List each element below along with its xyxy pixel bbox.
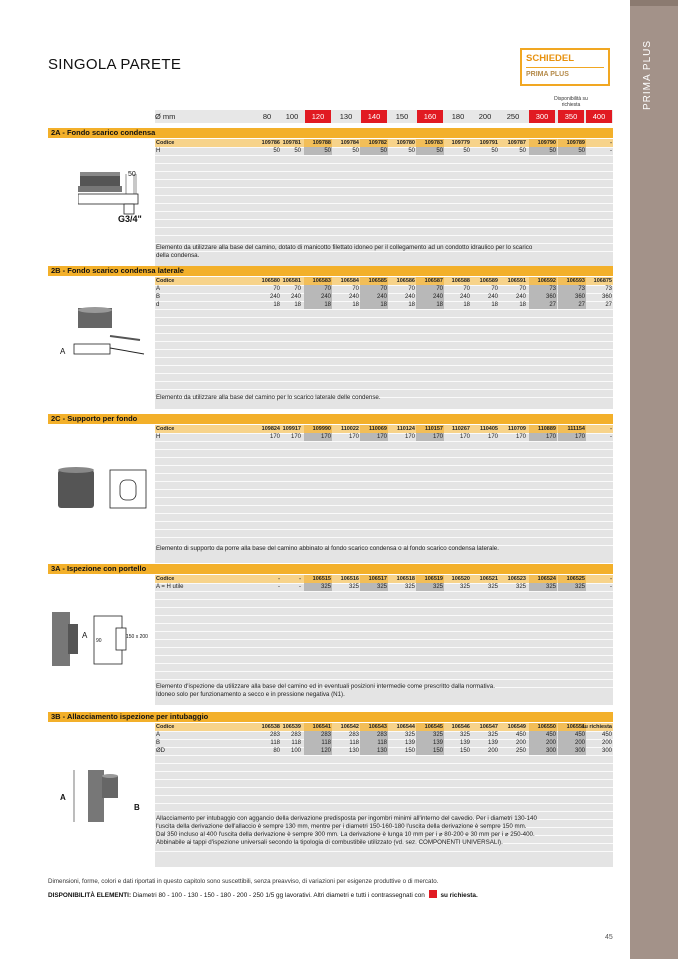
table-cell: 325 bbox=[416, 731, 444, 739]
table-cell: 106521 bbox=[479, 576, 498, 582]
table-cell: 139 bbox=[487, 740, 498, 746]
section-description: Elemento da utilizzare alla base del camino, dotato di manicotto filettato idoneo per il collegamento ad un condotto idraulico per lo scarico bbox=[156, 244, 533, 251]
table-cell: 106544 bbox=[396, 724, 415, 730]
table-cell: 170 bbox=[459, 434, 470, 440]
table-cell: 118 bbox=[270, 740, 280, 746]
table-cell: 109788 bbox=[304, 139, 332, 147]
table-cell: 170 bbox=[269, 434, 280, 440]
table-cell: 240 bbox=[290, 294, 301, 300]
table-cell: 106593 bbox=[558, 277, 586, 285]
codice-row bbox=[155, 277, 613, 285]
table-cell: 18 bbox=[416, 301, 444, 309]
table-cell: 109917 bbox=[282, 426, 301, 432]
table-cell: 110405 bbox=[479, 426, 498, 432]
table-cell: 106524 bbox=[529, 575, 557, 583]
table-cell: 106584 bbox=[340, 278, 359, 284]
table-cell: 50 bbox=[558, 147, 586, 155]
table-row bbox=[155, 747, 613, 755]
illus-label-b: B bbox=[134, 803, 140, 812]
table-cell: 110022 bbox=[340, 426, 359, 432]
table-cell: 27 bbox=[558, 301, 586, 309]
table-cell: 139 bbox=[416, 739, 444, 747]
table-cell: 240 bbox=[416, 293, 444, 301]
table-cell: 73 bbox=[558, 285, 586, 293]
brand-name: SCHIEDEL bbox=[526, 53, 575, 64]
table-cell: - bbox=[610, 148, 612, 154]
table-cell: 109990 bbox=[304, 425, 332, 433]
table-cell: 250 bbox=[515, 748, 526, 754]
diameter-header bbox=[155, 110, 613, 123]
table-cell: 106583 bbox=[304, 277, 332, 285]
section-description: Elemento d'ispezione da utilizzare alla base del camino ed in eventuali posizioni intermedie come prescritto dalla normativa. bbox=[156, 683, 495, 690]
table-cell: 300 bbox=[601, 748, 612, 754]
table-cell: 18 bbox=[352, 302, 359, 308]
table-cell: 130 bbox=[360, 747, 388, 755]
diameter-80: 80 bbox=[262, 112, 272, 121]
diameter-180: 180 bbox=[451, 112, 465, 121]
section-title: 2A - Fondo scarico condensa bbox=[48, 128, 613, 138]
table-cell: 450 bbox=[558, 731, 586, 739]
table-cell: 27 bbox=[605, 302, 612, 308]
table-cell: 106515 bbox=[304, 575, 332, 583]
diameter-300: 300 bbox=[529, 110, 555, 123]
table-cell: 109789 bbox=[558, 139, 586, 147]
side-label: PRIMA PLUS bbox=[642, 39, 653, 110]
table-cell: 18 bbox=[294, 302, 301, 308]
codice-row bbox=[155, 723, 613, 731]
table-cell: 106519 bbox=[416, 575, 444, 583]
table-cell: 50 bbox=[360, 147, 388, 155]
illus-label-150x200: 150 x 200 bbox=[126, 634, 148, 640]
table-cell: 240 bbox=[348, 294, 359, 300]
row-label: A bbox=[156, 286, 161, 292]
diameter-100: 100 bbox=[285, 112, 299, 121]
table-cell: 110709 bbox=[507, 426, 526, 432]
table-cell: 325 bbox=[404, 584, 415, 590]
table-cell: 200 bbox=[487, 748, 498, 754]
table-cell: - bbox=[610, 584, 612, 590]
table-cell: 170 bbox=[304, 433, 332, 441]
table-cell: 109824 bbox=[261, 426, 280, 432]
row-label: H bbox=[156, 434, 161, 440]
availability-note: Disponibilità su richiesta bbox=[554, 96, 588, 108]
row-label: H bbox=[156, 148, 161, 154]
table-cell: - bbox=[278, 584, 280, 590]
table-cell: 70 bbox=[360, 285, 388, 293]
table-cell: 70 bbox=[463, 286, 470, 292]
table-cell: 106580 bbox=[261, 278, 280, 284]
diameter-160: 160 bbox=[417, 110, 443, 123]
diameter-250: 250 bbox=[506, 112, 520, 121]
section-description: Abbinabile ai tappi d'ispezione universali secondo la tipologia di combustibile utilizzato (vd. sez. COMPONENTI UNIVERSALI). bbox=[156, 839, 503, 846]
table-cell: 325 bbox=[360, 583, 388, 591]
diameter-200: 200 bbox=[478, 112, 492, 121]
table-cell: - bbox=[610, 140, 612, 146]
table-cell: 100 bbox=[290, 748, 301, 754]
illus-label-thread: G3/4" bbox=[118, 214, 142, 224]
spec-table bbox=[155, 425, 613, 563]
table-cell: 200 bbox=[515, 740, 526, 746]
table-cell: 70 bbox=[408, 286, 415, 292]
section-description: Dal 350 incluso al 400 l'uscita della derivazione è sempre 300 mm. La derivazione è lunga 10 mm per i ⌀ 80-200 e 30 mm per i ⌀ 250-400. bbox=[156, 831, 535, 838]
support-base-illustration bbox=[54, 464, 154, 514]
table-cell: 106586 bbox=[396, 278, 415, 284]
table-cell: 18 bbox=[408, 302, 415, 308]
table-cell: 139 bbox=[459, 740, 470, 746]
table-cell: 106551 bbox=[558, 723, 586, 731]
table-cell: 110124 bbox=[396, 426, 415, 432]
table-cell: su richiesta bbox=[581, 724, 612, 730]
table-cell: 325 bbox=[459, 732, 470, 738]
row-label: A = H utile bbox=[156, 584, 184, 590]
table-cell: 106520 bbox=[451, 576, 470, 582]
row-label: Codice bbox=[156, 576, 175, 582]
table-row bbox=[155, 301, 613, 309]
codice-row bbox=[155, 425, 613, 433]
table-cell: 70 bbox=[519, 286, 526, 292]
table-cell: 170 bbox=[404, 434, 415, 440]
row-label: A bbox=[156, 732, 161, 738]
diameter-400: 400 bbox=[586, 110, 612, 123]
table-cell: 300 bbox=[558, 747, 586, 755]
table-cell: 240 bbox=[269, 294, 280, 300]
table-cell: 300 bbox=[529, 747, 557, 755]
table-cell: 118 bbox=[349, 740, 359, 746]
table-cell: 110889 bbox=[529, 425, 557, 433]
row-label: Codice bbox=[156, 278, 175, 284]
table-cell: - bbox=[610, 426, 612, 432]
table-cell: 325 bbox=[487, 732, 498, 738]
footer-availability bbox=[48, 890, 478, 899]
diameter-120: 120 bbox=[305, 110, 331, 123]
table-cell: 106538 bbox=[261, 724, 280, 730]
table-cell: 50 bbox=[352, 148, 359, 154]
table-cell: 200 bbox=[601, 740, 612, 746]
table-row bbox=[155, 583, 613, 591]
table-cell: 283 bbox=[290, 732, 301, 738]
table-cell: 106585 bbox=[360, 277, 388, 285]
illus-label-a: A bbox=[60, 347, 66, 356]
condensate-drain-illustration bbox=[78, 166, 158, 236]
table-cell: 240 bbox=[487, 294, 498, 300]
table-cell: 106525 bbox=[558, 575, 586, 583]
table-cell: 360 bbox=[529, 293, 557, 301]
row-label: ØD bbox=[156, 748, 165, 754]
table-cell: 170 bbox=[529, 433, 557, 441]
table-row bbox=[155, 433, 613, 441]
table-cell: 106545 bbox=[416, 723, 444, 731]
table-cell: 106591 bbox=[507, 278, 526, 284]
spec-table bbox=[155, 277, 613, 409]
table-cell: 109787 bbox=[507, 140, 526, 146]
table-cell: 106541 bbox=[304, 723, 332, 731]
table-cell: 106516 bbox=[340, 576, 359, 582]
section-title: 3B - Allacciamento ispezione per intubaggio bbox=[48, 712, 613, 722]
table-cell: 325 bbox=[529, 583, 557, 591]
table-cell: 109791 bbox=[479, 140, 498, 146]
table-cell: 70 bbox=[273, 286, 280, 292]
table-cell: 106543 bbox=[360, 723, 388, 731]
table-cell: 106547 bbox=[479, 724, 498, 730]
table-cell: 70 bbox=[304, 285, 332, 293]
table-cell: 27 bbox=[529, 301, 557, 309]
table-cell: 240 bbox=[459, 294, 470, 300]
table-cell: 170 bbox=[348, 434, 359, 440]
brand-divider bbox=[526, 67, 604, 68]
table-cell: 283 bbox=[269, 732, 280, 738]
table-row bbox=[155, 285, 613, 293]
table-cell: 18 bbox=[273, 302, 280, 308]
diameter-150: 150 bbox=[395, 112, 409, 121]
availability-suffix: su richiesta. bbox=[440, 892, 478, 899]
table-cell: 240 bbox=[304, 293, 332, 301]
table-cell: 18 bbox=[463, 302, 470, 308]
table-cell: 18 bbox=[519, 302, 526, 308]
row-label: B bbox=[156, 740, 161, 746]
table-cell: 170 bbox=[558, 433, 586, 441]
diameter-140: 140 bbox=[361, 110, 387, 123]
table-cell: 18 bbox=[304, 301, 332, 309]
red-marker-icon bbox=[429, 890, 437, 898]
illus-label-height: 50 bbox=[128, 171, 136, 178]
table-row bbox=[155, 731, 613, 739]
table-cell: 109783 bbox=[416, 139, 444, 147]
row-label: B bbox=[156, 294, 161, 300]
table-row bbox=[155, 147, 613, 155]
table-cell: 240 bbox=[515, 294, 526, 300]
section-title: 2C - Supporto per fondo bbox=[48, 414, 613, 424]
table-cell: 50 bbox=[408, 148, 415, 154]
diameter-130: 130 bbox=[339, 112, 353, 121]
table-cell: 50 bbox=[463, 148, 470, 154]
table-cell: 70 bbox=[352, 286, 359, 292]
page-number: 45 bbox=[605, 934, 613, 941]
table-cell: 325 bbox=[304, 583, 332, 591]
table-cell: 325 bbox=[558, 583, 586, 591]
table-cell: 70 bbox=[416, 285, 444, 293]
table-cell: 106523 bbox=[507, 576, 526, 582]
table-cell: 106550 bbox=[529, 723, 557, 731]
table-cell: 106549 bbox=[507, 724, 526, 730]
table-cell: 139 bbox=[404, 740, 415, 746]
table-cell: 106588 bbox=[451, 278, 470, 284]
table-cell: 110267 bbox=[451, 426, 470, 432]
diameter-350: 350 bbox=[558, 110, 584, 123]
table-cell: - bbox=[299, 576, 301, 582]
table-cell: 50 bbox=[304, 147, 332, 155]
availability-label: DISPONIBILITÀ ELEMENTI: bbox=[48, 892, 132, 899]
codice-row bbox=[155, 139, 613, 147]
section-description: Elemento da utilizzare alla base del camino per lo scarico laterale delle condense. bbox=[156, 394, 381, 401]
table-cell: 106518 bbox=[396, 576, 415, 582]
intubation-connection-illustration bbox=[58, 766, 148, 826]
table-cell: 325 bbox=[515, 584, 526, 590]
page-title: SINGOLA PARETE bbox=[48, 56, 182, 73]
table-cell: 110157 bbox=[416, 425, 444, 433]
table-cell: 450 bbox=[515, 732, 526, 738]
table-cell: 18 bbox=[491, 302, 498, 308]
table-cell: 150 bbox=[459, 748, 470, 754]
table-cell: - bbox=[610, 434, 612, 440]
footer-note: Dimensioni, forme, colori e dati riportati in questo capitolo sono suscettibili, senza preavviso, di variazioni per esigenze produttive o di mercato. bbox=[48, 878, 439, 885]
table-cell: 50 bbox=[491, 148, 498, 154]
diameter-label: Ø mm bbox=[155, 112, 176, 121]
table-cell: 73 bbox=[529, 285, 557, 293]
table-cell: - bbox=[278, 576, 280, 582]
row-label: Codice bbox=[156, 140, 175, 146]
table-cell: 325 bbox=[487, 584, 498, 590]
section-title: 2B - Fondo scarico condensa laterale bbox=[48, 266, 613, 276]
table-cell: 450 bbox=[601, 732, 612, 738]
table-cell: 50 bbox=[294, 148, 301, 154]
table-cell: 110069 bbox=[360, 425, 388, 433]
table-cell: 170 bbox=[416, 433, 444, 441]
illus-label-a: A bbox=[60, 793, 66, 802]
table-cell: 150 bbox=[416, 747, 444, 755]
table-cell: 360 bbox=[558, 293, 586, 301]
section-description: Idoneo solo per funzionamento a secco e in pressione negativa (N1). bbox=[156, 691, 345, 698]
row-label: Codice bbox=[156, 724, 175, 730]
table-cell: 106589 bbox=[479, 278, 498, 284]
lateral-drain-illustration bbox=[60, 306, 150, 366]
table-cell: - bbox=[299, 584, 301, 590]
table-cell: 240 bbox=[404, 294, 415, 300]
table-cell: 200 bbox=[529, 739, 557, 747]
brand-line: PRIMA PLUS bbox=[526, 71, 569, 78]
row-label: d bbox=[156, 302, 160, 308]
illus-label-90: 90 bbox=[96, 638, 102, 644]
table-cell: 73 bbox=[605, 286, 612, 292]
side-strip bbox=[630, 0, 678, 959]
table-cell: 106539 bbox=[282, 724, 301, 730]
table-cell: 106581 bbox=[282, 278, 301, 284]
table-row bbox=[155, 739, 613, 747]
section-description: Elemento di supporto da porre alla base del camino abbinato al fondo scarico condensa o al fondo scarico condensa laterale. bbox=[156, 545, 499, 552]
table-cell: 50 bbox=[519, 148, 526, 154]
table-cell: 109784 bbox=[340, 140, 359, 146]
table-cell: 50 bbox=[529, 147, 557, 155]
side-strip-top bbox=[630, 0, 678, 6]
row-label: Codice bbox=[156, 426, 175, 432]
table-cell: 130 bbox=[348, 748, 359, 754]
table-cell: 325 bbox=[416, 583, 444, 591]
table-cell: 325 bbox=[348, 584, 359, 590]
table-cell: 325 bbox=[459, 584, 470, 590]
inspection-door-illustration bbox=[50, 610, 156, 670]
illus-label-a: A bbox=[82, 631, 88, 640]
table-cell: 450 bbox=[529, 731, 557, 739]
table-cell: 360 bbox=[601, 294, 612, 300]
table-cell: 283 bbox=[304, 731, 332, 739]
table-cell: 106592 bbox=[529, 277, 557, 285]
table-cell: 109790 bbox=[529, 139, 557, 147]
table-cell: 118 bbox=[360, 739, 388, 747]
brand-logo bbox=[520, 48, 610, 86]
section-title: 3A - Ispezione con portello bbox=[48, 564, 613, 574]
table-cell: 50 bbox=[273, 148, 280, 154]
section-description: della condensa. bbox=[156, 252, 200, 259]
table-cell: 70 bbox=[491, 286, 498, 292]
table-cell: 170 bbox=[290, 434, 301, 440]
table-cell: 18 bbox=[360, 301, 388, 309]
table-cell: 109780 bbox=[396, 140, 415, 146]
table-cell: 240 bbox=[360, 293, 388, 301]
table-cell: - bbox=[610, 576, 612, 582]
table-cell: 200 bbox=[558, 739, 586, 747]
table-cell: 170 bbox=[487, 434, 498, 440]
table-cell: 150 bbox=[404, 748, 415, 754]
table-cell: 111154 bbox=[558, 425, 586, 433]
table-cell: 80 bbox=[273, 748, 280, 754]
table-cell: 106587 bbox=[416, 277, 444, 285]
table-cell: 109786 bbox=[261, 140, 280, 146]
table-cell: 118 bbox=[304, 739, 332, 747]
table-cell: 283 bbox=[348, 732, 359, 738]
table-cell: 106875 bbox=[593, 278, 612, 284]
table-cell: 109782 bbox=[360, 139, 388, 147]
table-cell: 106542 bbox=[340, 724, 359, 730]
table-cell: 50 bbox=[416, 147, 444, 155]
table-cell: 170 bbox=[515, 434, 526, 440]
table-row bbox=[155, 293, 613, 301]
codice-row bbox=[155, 575, 613, 583]
section-description: l'uscita della derivazione dell'allaccio è sempre 130 mm, mentre per i diametri 150-160-180 l'uscita della derivazione è sempre 150 mm. bbox=[156, 823, 527, 830]
table-cell: 170 bbox=[360, 433, 388, 441]
availability-text: Diametri 80 - 100 - 130 - 150 - 180 - 200 - 250 1/5 gg lavorativi. Altri diametri e tutti i contrassegnati con bbox=[132, 892, 425, 899]
table-cell: 106546 bbox=[451, 724, 470, 730]
table-cell: 70 bbox=[294, 286, 301, 292]
table-cell: 118 bbox=[291, 740, 301, 746]
table-cell: 283 bbox=[360, 731, 388, 739]
table-cell: 106517 bbox=[360, 575, 388, 583]
table-cell: 109779 bbox=[451, 140, 470, 146]
table-cell: 109781 bbox=[282, 140, 301, 146]
table-cell: 120 bbox=[304, 747, 332, 755]
section-description: Allacciamento per intubaggio con aggancio della derivazione predisposta per ingombri minimi all'interno del cavedio. Per i diametri 130-140 bbox=[156, 815, 537, 822]
table-cell: 325 bbox=[404, 732, 415, 738]
